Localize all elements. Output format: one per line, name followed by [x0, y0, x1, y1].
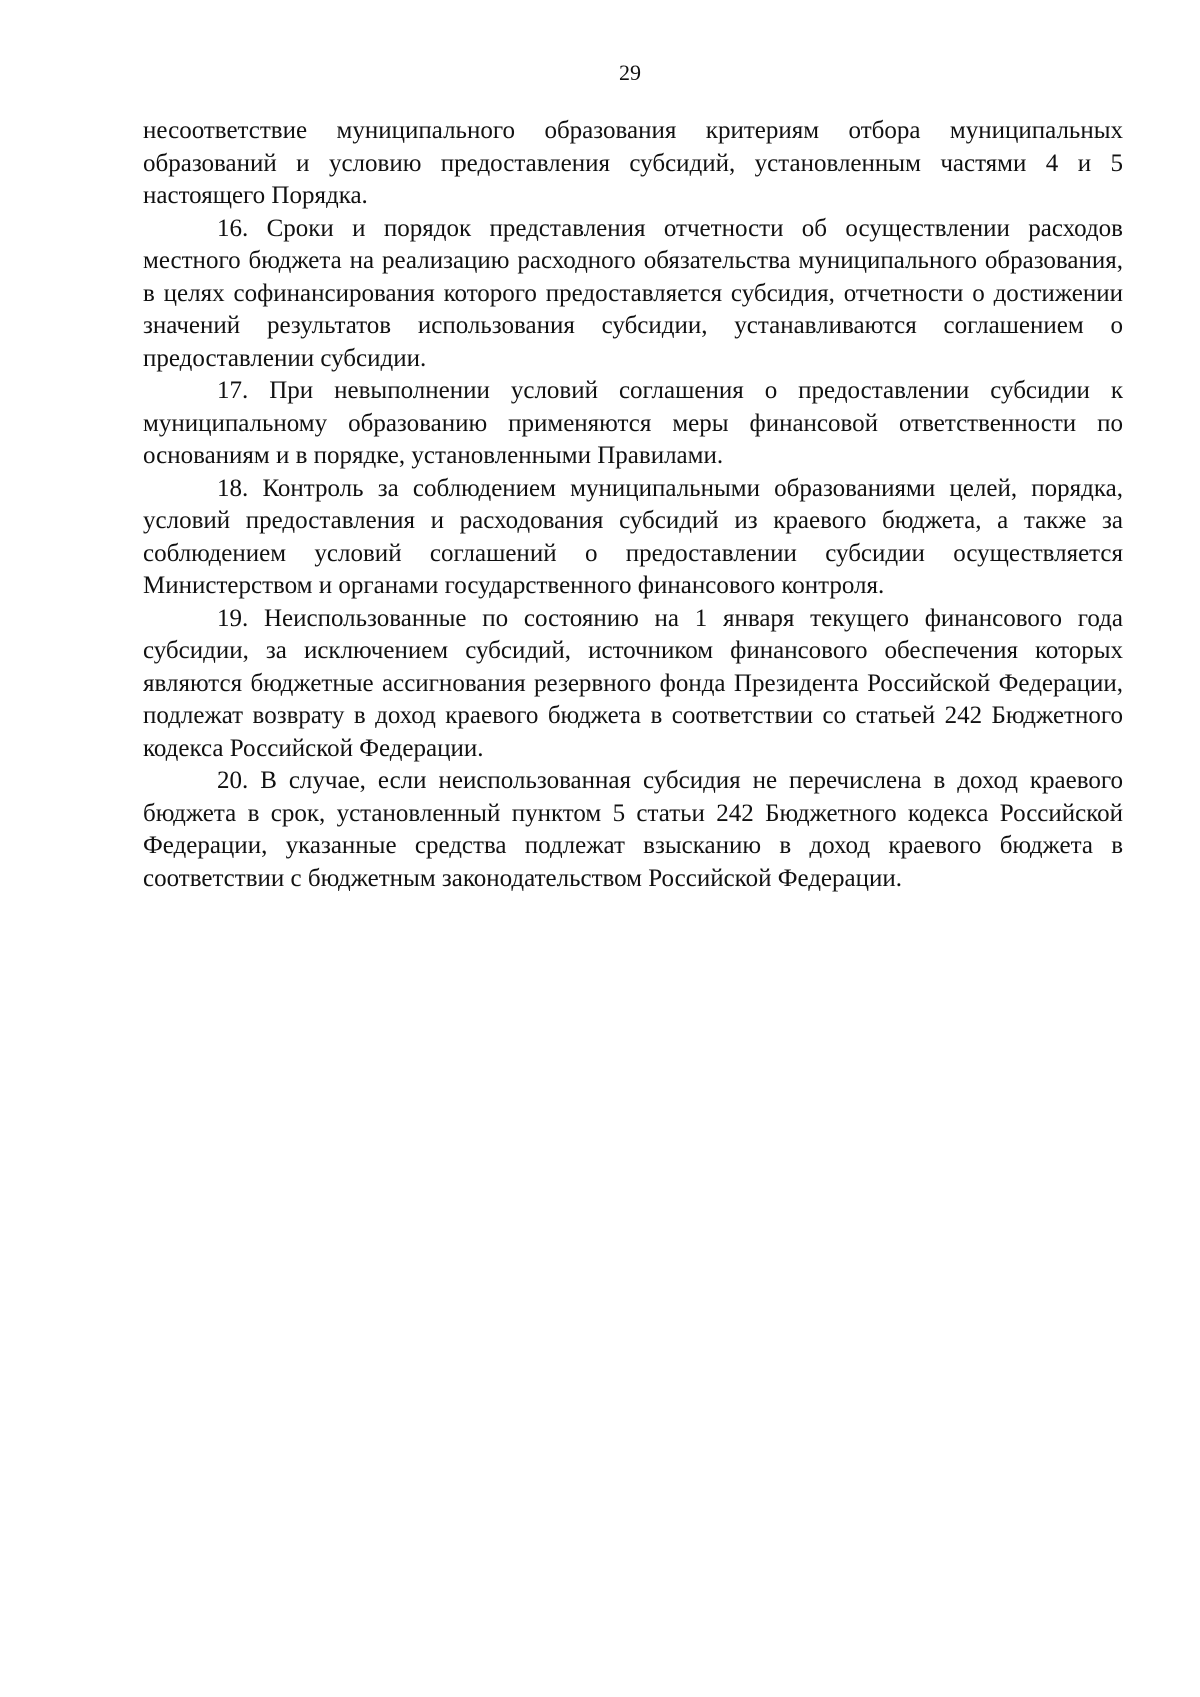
paragraph-19: 19. Неиспользованные по состоянию на 1 января текущего финансового года субсидии, за исключением субсидий, источником финансового обеспечения которых являются бюджетные ассигнования резервного фонда Президента Российской Федерации, подлежат возврату в доход краевого бюджета в соответствии со статьей 242 Бюджетного кодекса Российской Федерации.: [143, 604, 1123, 762]
paragraph-20: 20. В случае, если неиспользованная субсидия не перечислена в доход краевого бюджета в срок, установленный пунктом 5 статьи 242 Бюджетного кодекса Российской Федерации, указанные средства подлежат взысканию в доход краевого бюджета в соответствии с бюджетным законодательством Российской Федерации.: [143, 767, 1123, 892]
paragraph-18: 18. Контроль за соблюдением муниципальными образованиями целей, порядка, условий предоставления и расходования субсидий из краевого бюджета, а также за соблюдением условий соглашений о предоставлении субсидии осуществляется Министерством и органами государственного финансового контроля.: [143, 474, 1123, 599]
paragraph-16: 16. Сроки и порядок представления отчетности об осуществлении расходов местного бюджета на реализацию расходного обязательства муниципального образования, в целях софинансирования которого предоставляется субсидия, отчетности о достижении значений результатов использования субсидии, устанавливаются соглашением о предоставлении субсидии.: [143, 214, 1123, 372]
paragraph-continuation: несоответствие муниципального образования критериям отбора муниципальных образований и условию предоставления субсидий, установленным частями 4 и 5 настоящего Порядка.: [143, 117, 1123, 209]
document-body: [143, 115, 1123, 895]
paragraph-17: 17. При невыполнении условий соглашения о предоставлении субсидии к муниципальному образованию применяются меры финансовой ответственности по основаниям и в порядке, установленными Правилами.: [143, 377, 1123, 469]
page-number: 29: [619, 60, 641, 85]
